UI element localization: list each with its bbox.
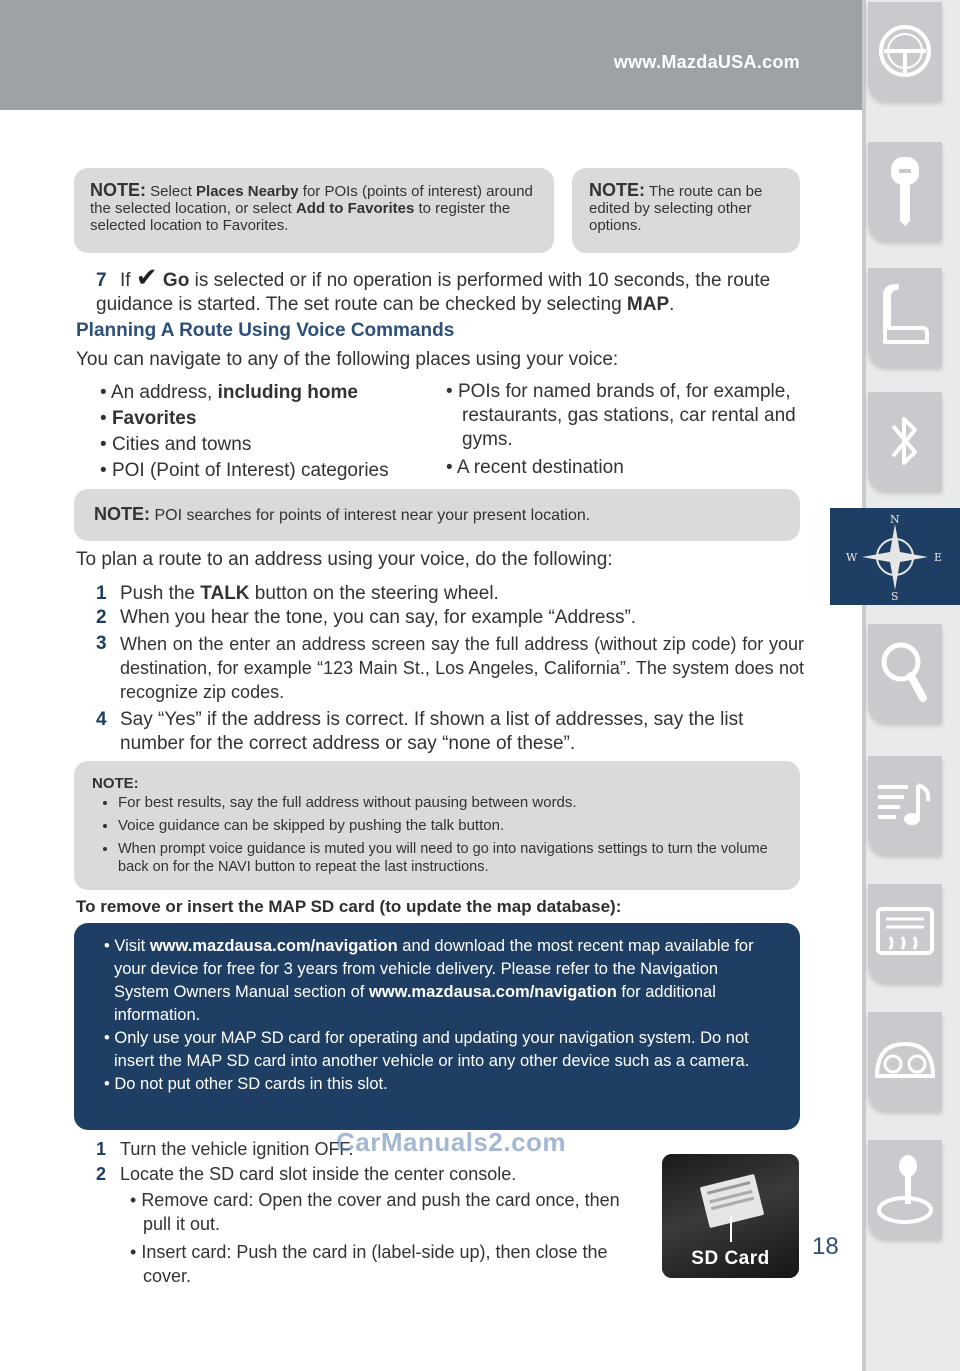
search-icon xyxy=(877,638,933,708)
step-number: 1 xyxy=(96,1139,107,1159)
list-item: • Do not put other SD cards in this slot. xyxy=(104,1075,388,1093)
step-number: 3 xyxy=(96,633,107,654)
page-header xyxy=(0,0,862,110)
gauges-icon xyxy=(873,1036,937,1086)
tab-seat[interactable] xyxy=(868,268,942,366)
note-route-edit xyxy=(572,168,800,253)
tab-audio[interactable] xyxy=(868,756,942,854)
step-number: 2 xyxy=(96,607,107,628)
sd-card-heading: To remove or insert the MAP SD card (to update the map database): xyxy=(76,897,622,916)
plan-intro: To plan a route to an address using your voice, do the following: xyxy=(76,549,613,570)
add-to-favorites-term: Add to Favorites xyxy=(295,200,415,217)
compass-icon xyxy=(845,512,945,602)
tab-navigation[interactable] xyxy=(830,508,960,605)
checkmark-icon: ✔ xyxy=(135,262,158,292)
plan-step-1: 1 Push the TALK button on the steering wheel. xyxy=(96,583,499,604)
page-number: 18 xyxy=(812,1233,839,1260)
step-text: . xyxy=(669,294,675,315)
website-url[interactable]: www.MazdaUSA.com xyxy=(613,52,800,72)
plan-step-3: 3 When on the enter an address screen say the full address (without zip code) for your destination, for example “123 Main St., Los Angeles, California”. The system does not recognize zip codes. xyxy=(96,633,804,702)
step-number: 2 xyxy=(96,1164,107,1184)
callout-line xyxy=(730,1216,732,1242)
talk-term: TALK xyxy=(200,583,250,604)
list-item: • POIs for named brands of, for example, restaurants, gas stations, car rental and gyms. xyxy=(446,380,796,452)
sd-card-label: SD Card xyxy=(691,1248,770,1269)
navigation-link[interactable]: www.mazdausa.com/navigation xyxy=(368,983,617,1001)
note-label: NOTE: xyxy=(90,180,146,200)
note-poi-searches xyxy=(74,489,800,541)
note-text: Select xyxy=(146,183,197,200)
tab-steering-wheel[interactable] xyxy=(868,2,942,100)
note-label: NOTE: xyxy=(589,180,645,200)
key-icon xyxy=(885,153,925,229)
shifter-icon xyxy=(874,1152,936,1226)
step-number: 1 xyxy=(96,583,107,604)
climate-icon xyxy=(874,905,936,961)
note-places-nearby xyxy=(74,168,554,253)
list-item: • Visit www.mazdausa.com/navigation and download the most recent map available for your device for free for 3 years from vehicle delivery. Please refer to the Navigation System Owners Manual section of www.mazdausa.com/navigation for additional information. xyxy=(104,937,754,1024)
step-number: 4 xyxy=(96,709,107,730)
step-text: If xyxy=(120,270,136,291)
audio-icon xyxy=(874,777,936,833)
note-text: for POIs (points of interest) around the selected location, or select xyxy=(90,183,533,217)
tab-gauges[interactable] xyxy=(868,1012,942,1110)
sd-step-2: 2 Locate the SD card slot inside the center console. xyxy=(96,1164,517,1184)
list-item: • When prompt voice guidance is muted you will need to go into navigations settings to turn the volume back on for the NAVI button to repeat the last instructions. xyxy=(118,840,782,876)
step-number: 7 xyxy=(96,270,107,291)
note-text: POI searches for points of interest near your present location. xyxy=(150,507,591,524)
voice-places-list-right xyxy=(446,380,796,480)
list-item: • Remove card: Open the cover and push the card once, then pull it out. xyxy=(130,1188,650,1236)
plan-step-4: 4 Say “Yes” if the address is correct. If shown a list of addresses, say the list number for the correct address or say “none of these”. xyxy=(96,709,744,754)
plan-step-2: 2 When you hear the tone, you can say, for example “Address”. xyxy=(96,607,637,628)
step-text: is selected or if no operation is performed with 10 seconds, the route guidance is started. The set route can be checked by selecting xyxy=(96,270,771,315)
map-term: MAP xyxy=(626,294,670,315)
note-text: The route can be edited by selecting other options. xyxy=(589,183,763,234)
section-heading: Planning A Route Using Voice Commands xyxy=(76,320,455,341)
watermark: CarManuals2.com xyxy=(336,1127,567,1157)
sd-card-actions xyxy=(130,1188,650,1288)
list-item: • Cities and towns xyxy=(100,432,440,458)
steering-wheel-icon xyxy=(876,22,934,80)
note-label: NOTE: xyxy=(92,775,139,792)
tab-key[interactable] xyxy=(868,142,942,240)
sd-card-info-box xyxy=(74,923,800,1130)
list-item: • For best results, say the full address without pausing between words. xyxy=(118,794,782,812)
go-term: Go xyxy=(157,270,190,291)
list-item: • Voice guidance can be skipped by pushing the talk button. xyxy=(118,817,782,835)
note-text: to register the selected location to Favorites. xyxy=(90,200,511,234)
voice-places-list-left xyxy=(100,380,440,484)
navigation-link[interactable]: www.mazdausa.com/navigation xyxy=(149,937,398,955)
tab-shifter[interactable] xyxy=(868,1140,942,1238)
note-label: NOTE: xyxy=(94,504,150,524)
compass-n-label: N xyxy=(890,512,900,526)
list-item: • Only use your MAP SD card for operating and updating your navigation system. Do not insert the MAP SD card into another vehicle or into any other device such as a camera. xyxy=(104,1029,750,1070)
list-item: • Favorites xyxy=(100,406,440,432)
compass-s-label: S xyxy=(891,589,899,602)
note-tip-list xyxy=(92,794,782,876)
tab-bluetooth[interactable] xyxy=(868,392,942,490)
seat-icon xyxy=(877,284,933,350)
compass-w-label: W xyxy=(846,550,858,564)
sd-info-list xyxy=(74,923,800,1096)
list-item: • Insert card: Push the card in (label-side up), then close the cover. xyxy=(130,1240,650,1288)
compass-e-label: E xyxy=(934,550,943,564)
list-item: • A recent destination xyxy=(446,456,796,480)
note-voice-tips xyxy=(74,761,800,890)
tab-climate[interactable] xyxy=(868,884,942,982)
list-item: • POI (Point of Interest) categories xyxy=(100,458,440,484)
step-7 xyxy=(96,262,806,317)
sd-step-1: 1 Turn the vehicle ignition OFF. xyxy=(96,1139,354,1159)
bluetooth-icon xyxy=(885,408,925,474)
sd-card-photo xyxy=(662,1154,799,1278)
list-item: • An address, including home xyxy=(100,380,440,406)
places-nearby-term: Places Nearby xyxy=(196,183,299,200)
voice-intro: You can navigate to any of the following places using your voice: xyxy=(76,349,619,370)
tab-search[interactable] xyxy=(868,624,942,722)
